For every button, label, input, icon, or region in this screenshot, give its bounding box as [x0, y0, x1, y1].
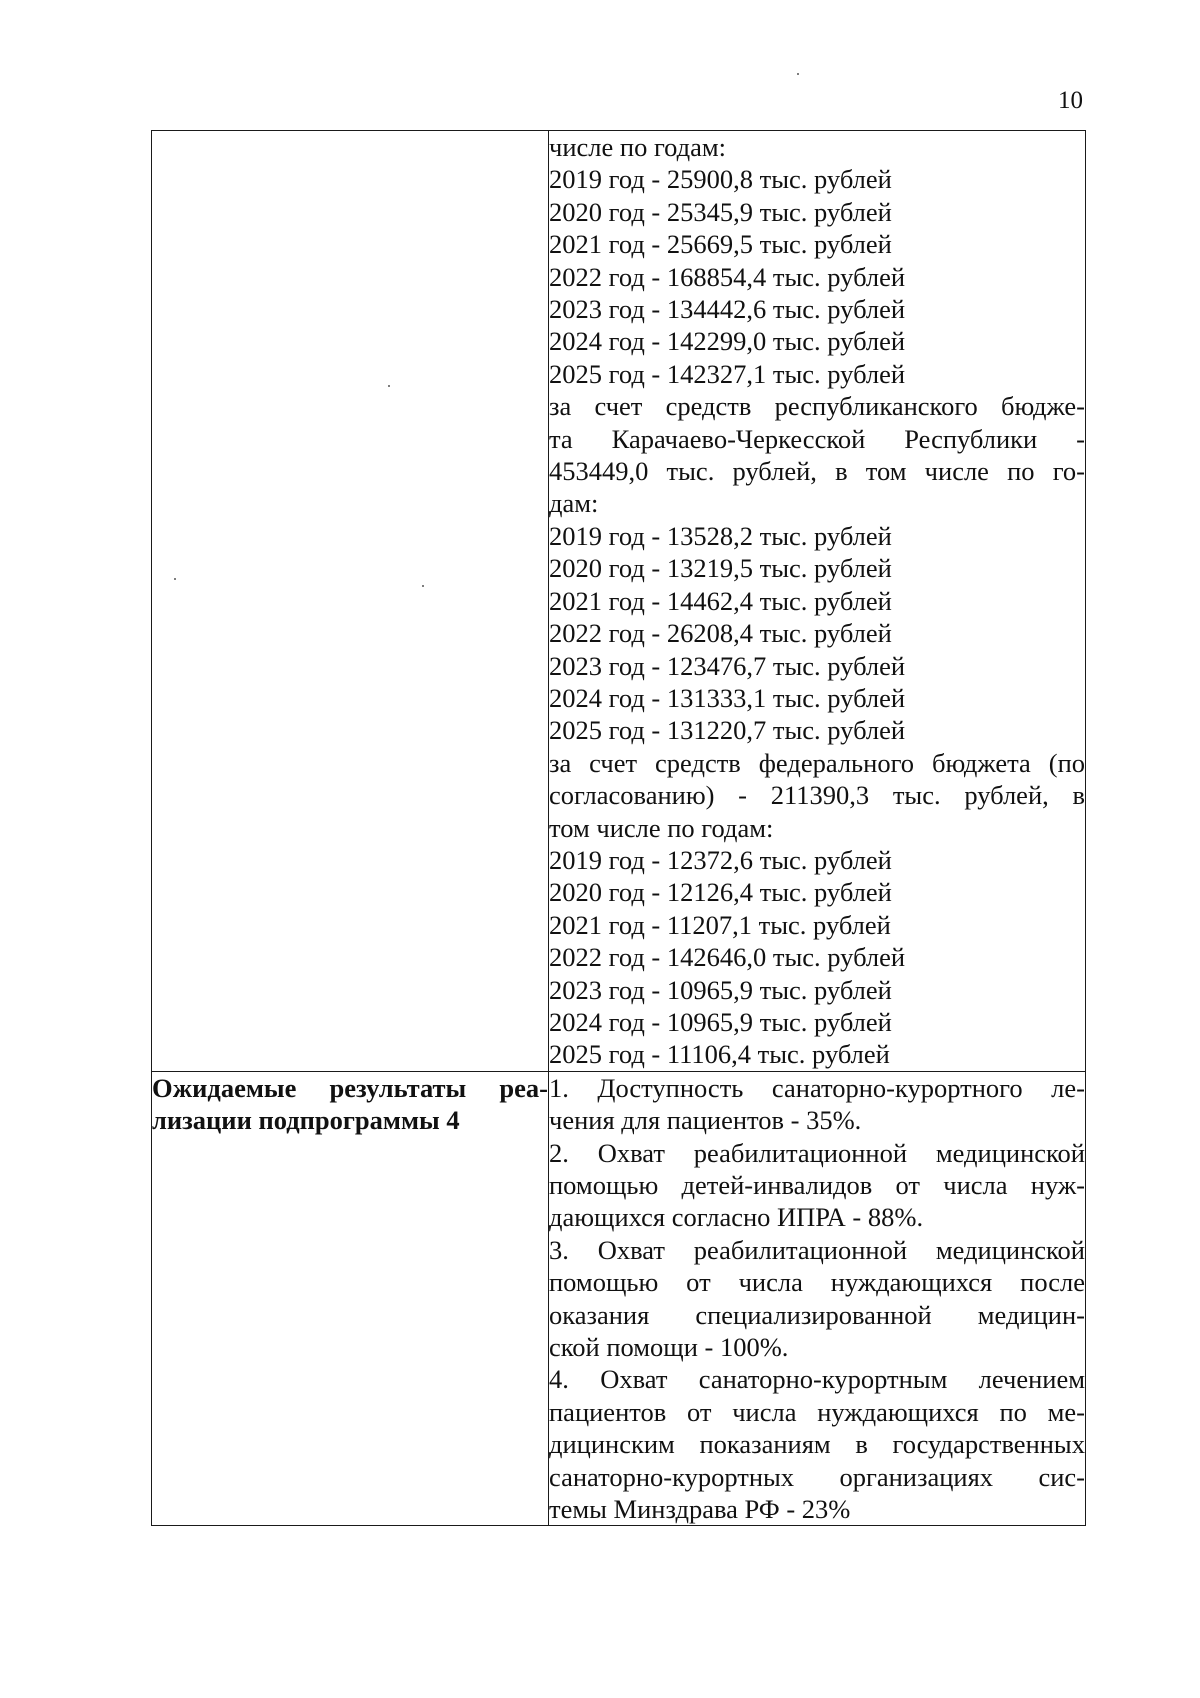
- regional-year-line: 2019 год - 13528,2 тыс. рублей: [549, 520, 892, 551]
- federal-year-line: 2024 год - 10965,9 тыс. рублей: [549, 1006, 892, 1037]
- subprogram-passport-table: [151, 130, 1086, 1526]
- regional-year-line: 2024 год - 131333,1 тыс. рублей: [549, 682, 906, 713]
- regional-budget-text: за счет средств республиканского бюдже-: [549, 391, 1085, 422]
- regional-year-line: 2023 год - 123476,7 тыс. рублей: [549, 650, 906, 681]
- finance-line: 2020 год - 25345,9 тыс. рублей: [549, 196, 892, 227]
- empty-label-cell: [152, 131, 549, 1072]
- result-item-line: помощью от числа нуждающихся после: [549, 1267, 1085, 1298]
- federal-budget-text: том числе по годам:: [549, 812, 774, 843]
- regional-budget-text: 453449,0 тыс. рублей, в том числе по го-: [549, 456, 1085, 487]
- result-item-line: дицинским показаниям в государственных: [549, 1429, 1085, 1460]
- financing-cell: [549, 131, 1086, 1072]
- result-item-line: дающихся согласно ИПРА - 88%.: [549, 1202, 924, 1233]
- federal-year-line: 2020 год - 12126,4 тыс. рублей: [549, 877, 892, 908]
- finance-line: 2021 год - 25669,5 тыс. рублей: [549, 229, 892, 260]
- result-item-line: пациентов от числа нуждающихся по ме-: [549, 1396, 1085, 1427]
- regional-budget-text: дам:: [549, 488, 599, 519]
- result-item-line: темы Минздрава РФ - 23%: [549, 1494, 851, 1525]
- result-item-line: оказания специализированной медицин-: [549, 1299, 1085, 1330]
- finance-line: 2019 год - 25900,8 тыс. рублей: [549, 164, 892, 195]
- page-number: 10: [1058, 87, 1083, 114]
- table-row: [152, 1071, 1086, 1526]
- finance-line: 2024 год - 142299,0 тыс. рублей: [549, 326, 906, 357]
- results-heading-line: лизации подпрограммы 4: [152, 1105, 460, 1136]
- result-item-line: помощью детей-инвалидов от числа нуж-: [549, 1170, 1085, 1200]
- federal-year-line: 2025 год - 11106,4 тыс. рублей: [549, 1039, 890, 1070]
- federal-budget-text: за счет средств федерального бюджета (по: [549, 747, 1085, 778]
- result-item-line: ской помощи - 100%.: [549, 1332, 789, 1363]
- federal-year-line: 2022 год - 142646,0 тыс. рублей: [549, 942, 906, 973]
- regional-year-line: 2021 год - 14462,4 тыс. рублей: [549, 585, 892, 616]
- regional-year-line: 2022 год - 26208,4 тыс. рублей: [549, 618, 892, 649]
- finance-line: 2022 год - 168854,4 тыс. рублей: [549, 261, 906, 292]
- result-item-line: 3. Охват реабилитационной медицинской: [549, 1234, 1085, 1265]
- regional-year-line: 2025 год - 131220,7 тыс. рублей: [549, 715, 906, 746]
- finance-line: числе по годам:: [549, 132, 727, 162]
- federal-budget-text: согласованию) - 211390,3 тыс. рублей, в: [549, 780, 1085, 811]
- federal-year-line: 2019 год - 12372,6 тыс. рублей: [549, 844, 892, 875]
- table-row: [152, 131, 1086, 1072]
- federal-year-line: 2023 год - 10965,9 тыс. рублей: [549, 974, 892, 1005]
- result-item-line: чения для пациентов - 35%.: [549, 1105, 862, 1136]
- finance-line: 2025 год - 142327,1 тыс. рублей: [549, 358, 906, 389]
- expected-results-heading: [152, 1071, 549, 1526]
- federal-year-line: 2021 год - 11207,1 тыс. рублей: [549, 909, 891, 940]
- result-item-line: санаторно-курортных организациях сис-: [549, 1461, 1085, 1492]
- result-item-line: 2. Охват реабилитационной медицинской: [549, 1137, 1085, 1168]
- expected-results-list: [549, 1071, 1086, 1526]
- result-item-line: 1. Доступность санаторно-курортного ле-: [549, 1072, 1085, 1103]
- results-heading-line: Ожидаемые результаты реа-: [152, 1072, 548, 1103]
- result-item-line: 4. Охват санаторно-курортным лечением: [549, 1364, 1085, 1395]
- scan-speck: [797, 73, 799, 75]
- regional-budget-text: та Карачаево-Черкесской Республики -: [549, 423, 1085, 454]
- finance-line: 2023 год - 134442,6 тыс. рублей: [549, 294, 906, 325]
- regional-year-line: 2020 год - 13219,5 тыс. рублей: [549, 553, 892, 584]
